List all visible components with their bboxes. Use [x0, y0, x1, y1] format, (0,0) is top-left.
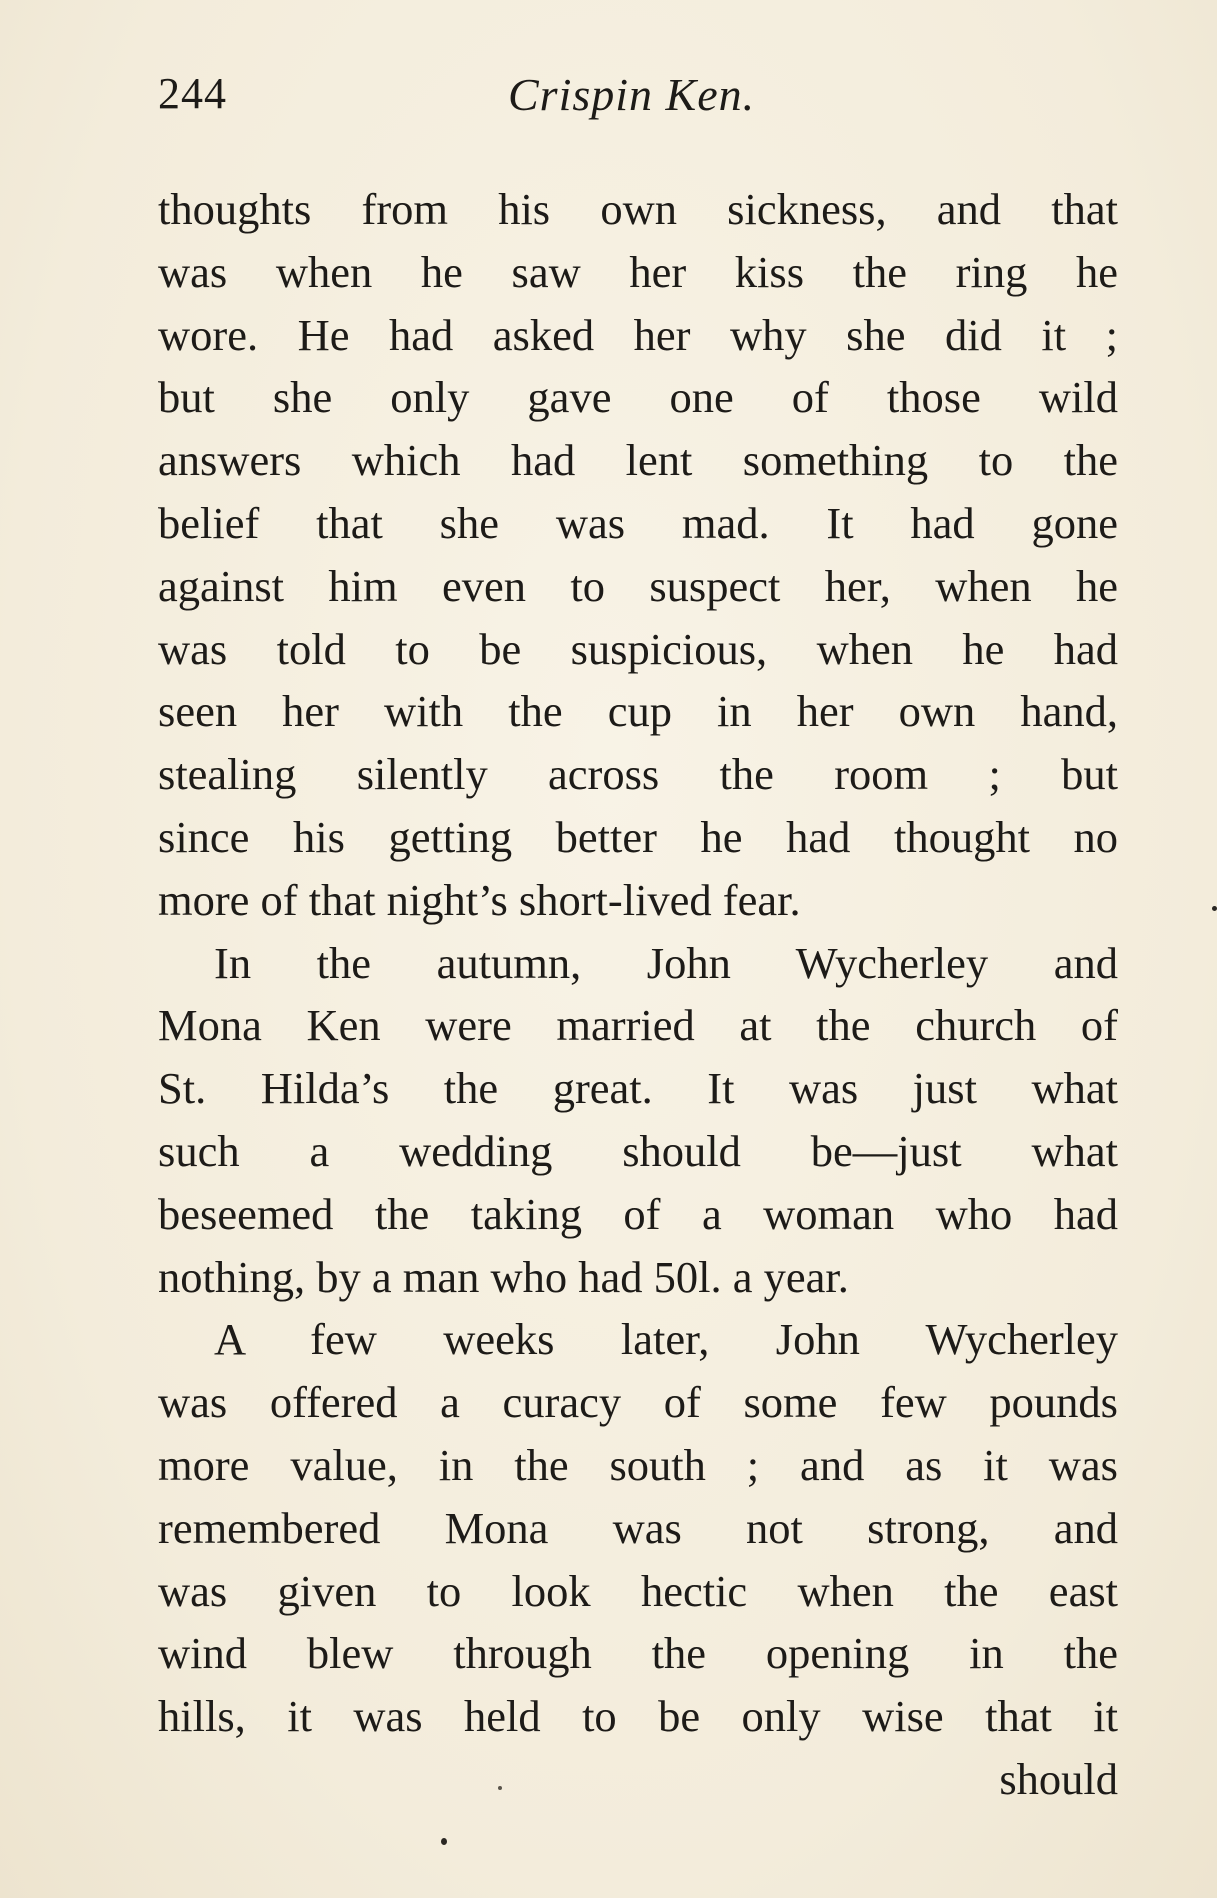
- margin-speck: [498, 1786, 502, 1790]
- page-number: 244: [158, 69, 227, 118]
- text-line: was offered a curacy of some few pounds: [158, 1377, 1118, 1428]
- text-line: answers which had lent something to the: [158, 435, 1118, 486]
- text-line: more value, in the south ; and as it was: [158, 1439, 1118, 1490]
- text-line: A few weeks later, John Wycherley: [214, 1314, 1118, 1365]
- text-line: hills, it was held to be only wise that it: [158, 1691, 1118, 1742]
- text-line: wore. He had asked her why she did it ;: [158, 309, 1118, 360]
- text-line: but she only gave one of those wild: [158, 372, 1118, 423]
- text-line: wind blew through the opening in the: [158, 1628, 1118, 1679]
- text-line: St. Hilda’s the great. It was just what: [158, 1063, 1118, 1114]
- text-line: stealing silently across the room ; but: [158, 749, 1118, 800]
- text-line: nothing, by a man who had 50l. a year.: [158, 1251, 849, 1302]
- text-line: remembered Mona was not strong, and: [158, 1502, 1118, 1553]
- text-line: thoughts from his own sickness, and that: [158, 184, 1118, 234]
- text-line: In the autumn, John Wycherley and: [214, 937, 1118, 988]
- text-line: such a wedding should be—just what: [158, 1125, 1118, 1176]
- margin-speck: [441, 1838, 447, 1845]
- margin-speck: [1212, 906, 1217, 911]
- text-line: was told to be suspicious, when he had: [158, 623, 1118, 674]
- body-text: [158, 178, 1118, 1811]
- text-line: since his getting better he had thought no: [158, 811, 1118, 862]
- running-title: Crispin Ken.: [508, 69, 756, 120]
- text-line: more of that night’s short-lived fear.: [158, 874, 801, 925]
- text-line: against him even to suspect her, when he: [158, 560, 1118, 611]
- text-line: was when he saw her kiss the ring he: [158, 246, 1118, 297]
- running-head: [158, 68, 1118, 138]
- text-line: beseemed the taking of a woman who had: [158, 1188, 1118, 1239]
- text-line: was given to look hectic when the east: [158, 1565, 1118, 1616]
- catchword: should: [999, 1753, 1118, 1804]
- text-line: seen her with the cup in her own hand,: [158, 686, 1118, 737]
- text-line: Mona Ken were married at the church of: [158, 1000, 1118, 1051]
- text-line: belief that she was mad. It had gone: [158, 497, 1118, 548]
